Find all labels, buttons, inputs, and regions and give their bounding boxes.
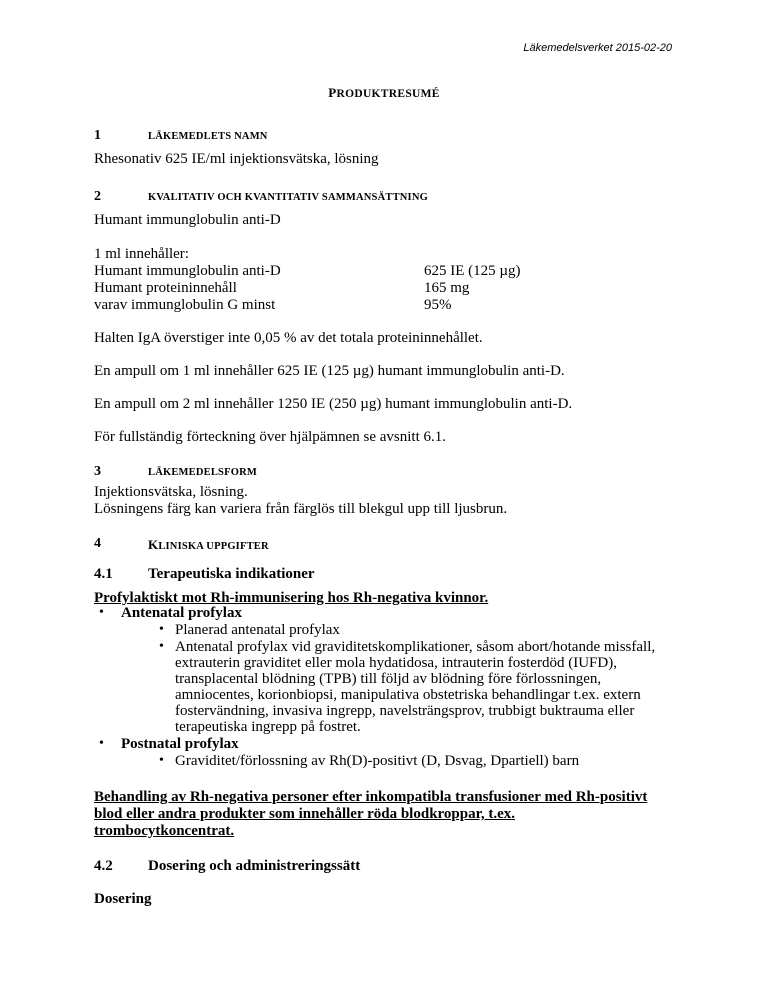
section-2-title: KVALITATIV OCH KVANTITATIV SAMMANSÄTTNING xyxy=(148,192,428,203)
section-2-number: 2 xyxy=(94,189,101,204)
antenatal-item: Planerad antenatal profylax xyxy=(175,622,340,638)
bullet-icon: • xyxy=(159,622,164,637)
antenatal-item-continuation: amniocentes, korionbiopsi, manipulativa obstetriska behandlingar t.ex. extern xyxy=(175,687,641,703)
document-title xyxy=(0,85,768,101)
composition-row-label: Humant immunglobulin anti-D xyxy=(94,263,281,279)
antenatal-item-continuation: transplacental blödning (TPB) till följd av blödning före förlossningen, xyxy=(175,671,602,687)
treatment-heading-line: blod eller andra produkter som innehåller röda blodkroppar, t.ex. xyxy=(94,806,516,822)
ampoule-1ml-paragraph: En ampull om 1 ml innehåller 625 IE (125 µg) humant immunglobulin anti-D. xyxy=(94,363,565,379)
title-initial: P xyxy=(328,85,337,100)
antenatal-heading: Antenatal profylax xyxy=(121,605,242,621)
treatment-heading-line: trombocytkoncentrat. xyxy=(94,823,235,839)
active-substance: Humant immunglobulin anti-D xyxy=(94,212,281,228)
section-4-title-rest: LINISKA UPPGIFTER xyxy=(158,541,269,552)
solution-colour: Lösningens färg kan variera från färglös till blekgul upp till ljusbrun. xyxy=(94,501,508,517)
section-1-number: 1 xyxy=(94,128,101,143)
section-4-2-number: 4.2 xyxy=(94,858,113,874)
section-4-title xyxy=(148,537,269,553)
treatment-heading-line: Behandling av Rh-negativa personer efter inkompatibla transfusioner med Rh-positivt xyxy=(94,789,648,805)
postnatal-heading: Postnatal profylax xyxy=(121,736,239,752)
composition-row-value: 95% xyxy=(424,297,452,313)
section-4-1-title: Terapeutiska indikationer xyxy=(148,566,315,582)
section-4-1-number: 4.1 xyxy=(94,566,113,582)
bullet-icon: • xyxy=(159,639,164,654)
section-4-2-title: Dosering och administreringssätt xyxy=(148,858,361,874)
composition-row-label: Humant proteininnehåll xyxy=(94,280,237,296)
composition-row-label: varav immunglobulin G minst xyxy=(94,297,276,313)
antenatal-item-continuation: fostervändning, invasiva ingrepp, navelsträngsprov, trubbigt buktrauma eller xyxy=(175,703,635,719)
postnatal-item: Graviditet/förlossning av Rh(D)-positivt (D, Dsvag, Dpartiell) barn xyxy=(175,753,580,769)
bullet-icon: • xyxy=(99,736,104,751)
section-4-title-initial: K xyxy=(148,537,159,552)
dosage-form: Injektionsvätska, lösning. xyxy=(94,484,248,500)
section-1-title: LÄKEMEDLETS NAMN xyxy=(148,131,268,142)
dosage-subheading: Dosering xyxy=(94,891,152,907)
antenatal-item-continuation: extrauterin graviditet eller mola hydatidosa, intrauterin fosterdöd (IUFD), xyxy=(175,655,617,671)
section-3-title: LÄKEMEDELSFORM xyxy=(148,467,257,478)
document-header-date: Läkemedelsverket 2015-02-20 xyxy=(523,42,672,54)
composition-row-value: 625 IE (125 µg) xyxy=(424,263,521,279)
excipients-paragraph: För fullständig förteckning över hjälpämnen se avsnitt 6.1. xyxy=(94,429,447,445)
section-3-number: 3 xyxy=(94,464,101,479)
composition-intro: 1 ml innehåller: xyxy=(94,246,189,262)
antenatal-item: Antenatal profylax vid graviditetskomplikationer, såsom abort/hotande missfall, xyxy=(175,639,656,655)
title-rest: RODUKTRESUMÉ xyxy=(336,88,440,100)
bullet-icon: • xyxy=(159,753,164,768)
bullet-icon: • xyxy=(99,605,104,620)
ampoule-2ml-paragraph: En ampull om 2 ml innehåller 1250 IE (250 µg) humant immunglobulin anti-D. xyxy=(94,396,573,412)
composition-row-value: 165 mg xyxy=(424,280,470,296)
section-4-number: 4 xyxy=(94,536,101,551)
iga-paragraph: Halten IgA överstiger inte 0,05 % av det totala proteininnehållet. xyxy=(94,330,483,346)
product-name: Rhesonativ 625 IE/ml injektionsvätska, lösning xyxy=(94,151,379,167)
prophylaxis-heading: Profylaktiskt mot Rh-immunisering hos Rh-negativa kvinnor. xyxy=(94,590,489,606)
antenatal-item-continuation: terapeutiska ingrepp på fostret. xyxy=(175,719,361,735)
